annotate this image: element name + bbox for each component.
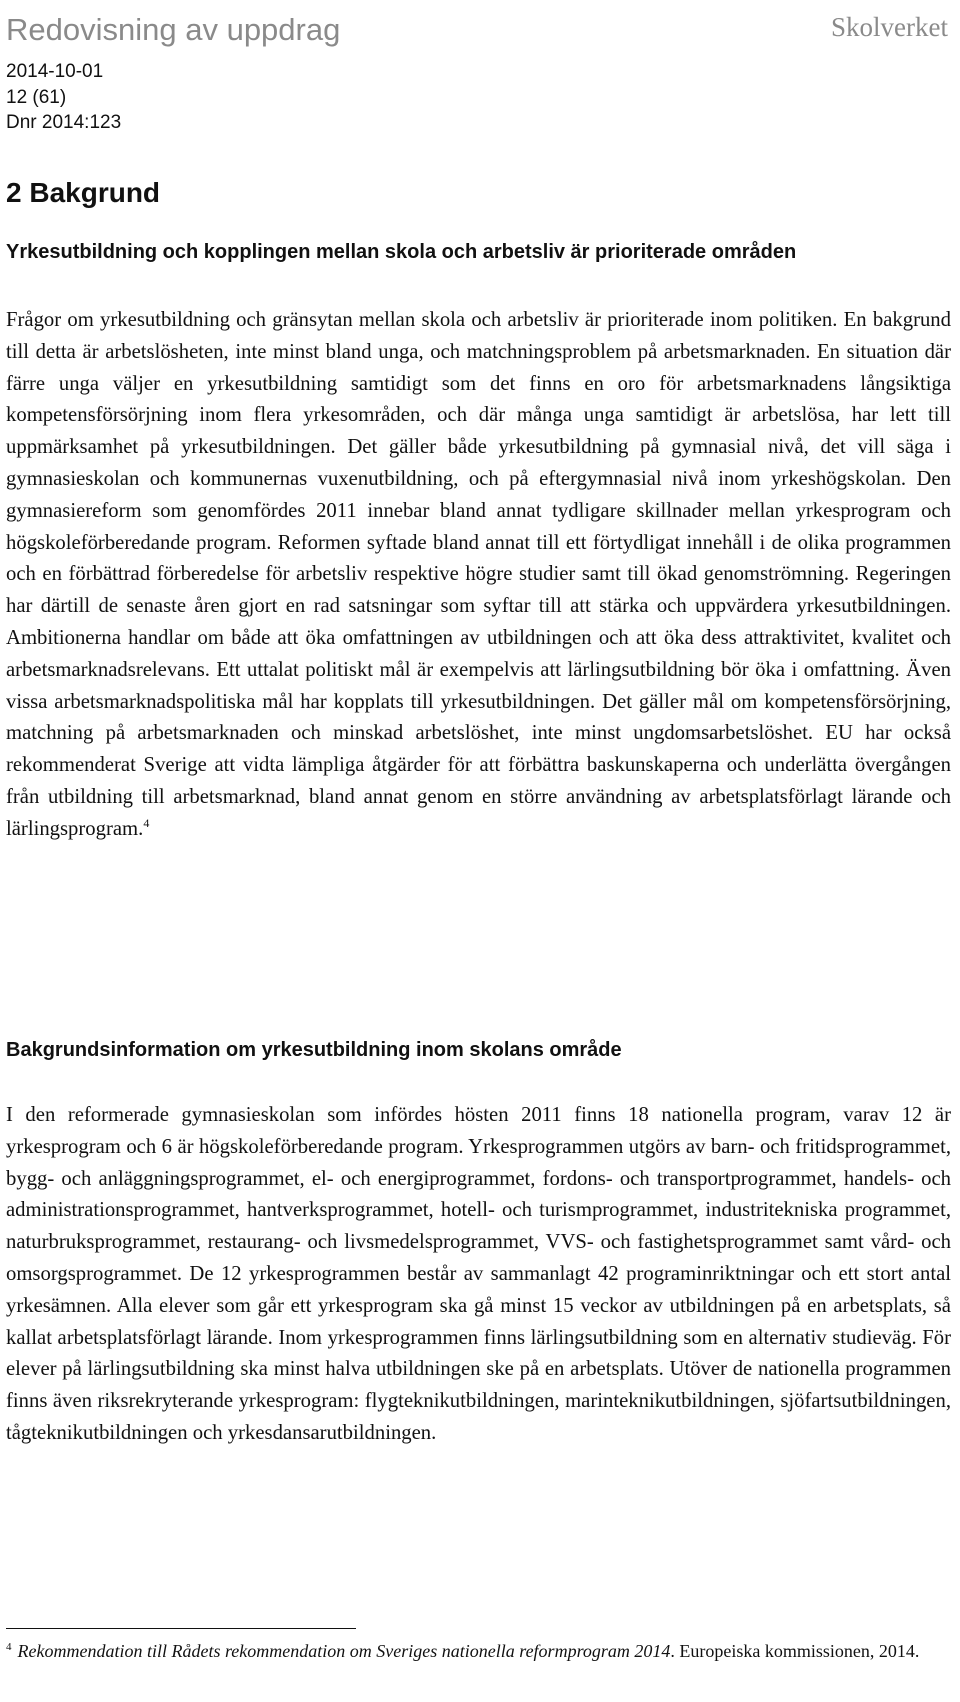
subheading-background-info: Bakgrundsinformation om yrkesutbildning inom skolans område <box>6 1039 622 1061</box>
section-heading: 2 Bakgrund <box>6 177 161 208</box>
paragraph-background-text: Frågor om yrkesutbildning och gränsytan mellan skola och arbetsliv är prioriterade inom politiken. En bakgrund till detta är arbetslösheten, inte minst bland unga, och matchningsproblem på arbetsmarknaden. En situation där färre unga väljer en yrkesutbildning samtidigt som det finns en oro för arbetsmarknadens långsiktiga kompetensförsörjning inom flera yrkesområden, och där många unga samtidigt är arbetslösa, har lett till uppmärksamhet på yrkesutbildningen. Det gäller både yrkesutbildning på gymnasial nivå, det vill säga i gymnasieskolan och kommunernas vuxenutbildning, och på eftergymnasial nivå inom yrkeshögskolan. Den gymnasiereform som genomfördes 2011 innebar bland annat tydligare skillnader mellan yrkesprogram och högskoleförberedande program. Reformen syftade bland annat till ett förtydligat innehåll i de olika programmen och en förbättrad förberedelse för arbetsliv respektive högre studier samt till ökad genomströmning. Regeringen har därtill de senaste åren gjort en rad satsningar som syftar till att stärka och uppvärdera yrkesutbildningen. Ambitionerna handlar om både att öka omfattningen av utbildningen och att öka dess attraktivitet, kvalitet och arbetsmarknadsrelevans. Ett uttalat politiskt mål är exempelvis att lärlingsutbildning bör öka i omfattning. Även vissa arbetsmarknadspolitiska mål har kopplats till yrkesutbildningen. Det gäller mål om kompetensförsörjning, matchning på arbetsmarknaden och minskad arbetslöshet, inte minst ungdomsarbetslöshet. EU har också rekommenderat Sverige att vidta lämpliga åtgärder för att förbättra baskunskaperna och underlätta övergången från utbildning till arbetsmarknad, bland annat genom en större användning av arbetsplatsförlagt lärande och lärlingsprogram. <box>6 309 951 840</box>
footnote <box>6 1637 951 1666</box>
footnote-number: 4 <box>6 1641 12 1653</box>
document-dnr: Dnr 2014:123 <box>6 112 122 133</box>
organization-name: Skolverket <box>831 12 948 42</box>
footnote-reference: 4 <box>143 815 150 830</box>
footnote-source: . Europeiska kommissionen, 2014. <box>670 1641 920 1661</box>
document-date: 2014-10-01 <box>6 61 104 82</box>
page-number: 12 (61) <box>6 87 67 108</box>
footnote-divider <box>6 1628 356 1629</box>
document-title: Redovisning av uppdrag <box>6 12 341 47</box>
subheading-priorities: Yrkesutbildning och kopplingen mellan skola och arbetsliv är prioriterade områden <box>6 241 797 263</box>
paragraph-background-info: I den reformerade gymnasieskolan som infördes hösten 2011 finns 18 nationella program, varav 12 är yrkesprogram och 6 är högskoleförberedande program. Yrkesprogrammen utgörs av barn- och fritidsprogrammet, bygg- och anläggningsprogrammet, el- och energiprogrammet, fordons- och transportprogrammet, handels- och administrationsprogrammet, hantverksprogrammet, hotell- och turismprogrammet, industritekniska programmet, naturbruksprogrammet, restaurang- och livsmedelsprogrammet, VVS- och fastighetsprogrammet samt vård- och omsorgsprogrammet. De 12 yrkesprogrammen består av sammanlagt 42 programinriktningar och ett stort antal yrkesämnen. Alla elever som går ett yrkesprogram ska gå minst 15 veckor av utbildningen på en arbetsplats, så kallat arbetsplatsförlagt lärande. Inom yrkesprogrammen finns lärlingsutbildning som en alternativ studieväg. För elever på lärlingsutbildning ska minst halva utbildningen ske på en arbetsplats. Utöver de nationella programmen finns även riksrekryterande yrkesprogram: flygteknikutbildningen, marinteknikutbildningen, sjöfartsutbildningen, tågteknikutbildningen och yrkesdansarutbildningen. <box>6 1104 951 1444</box>
footnote-title: Rekommendation till Rådets rekommendation om Sveriges nationella reformprogram 2014 <box>17 1641 671 1661</box>
paragraph-background <box>6 305 951 846</box>
